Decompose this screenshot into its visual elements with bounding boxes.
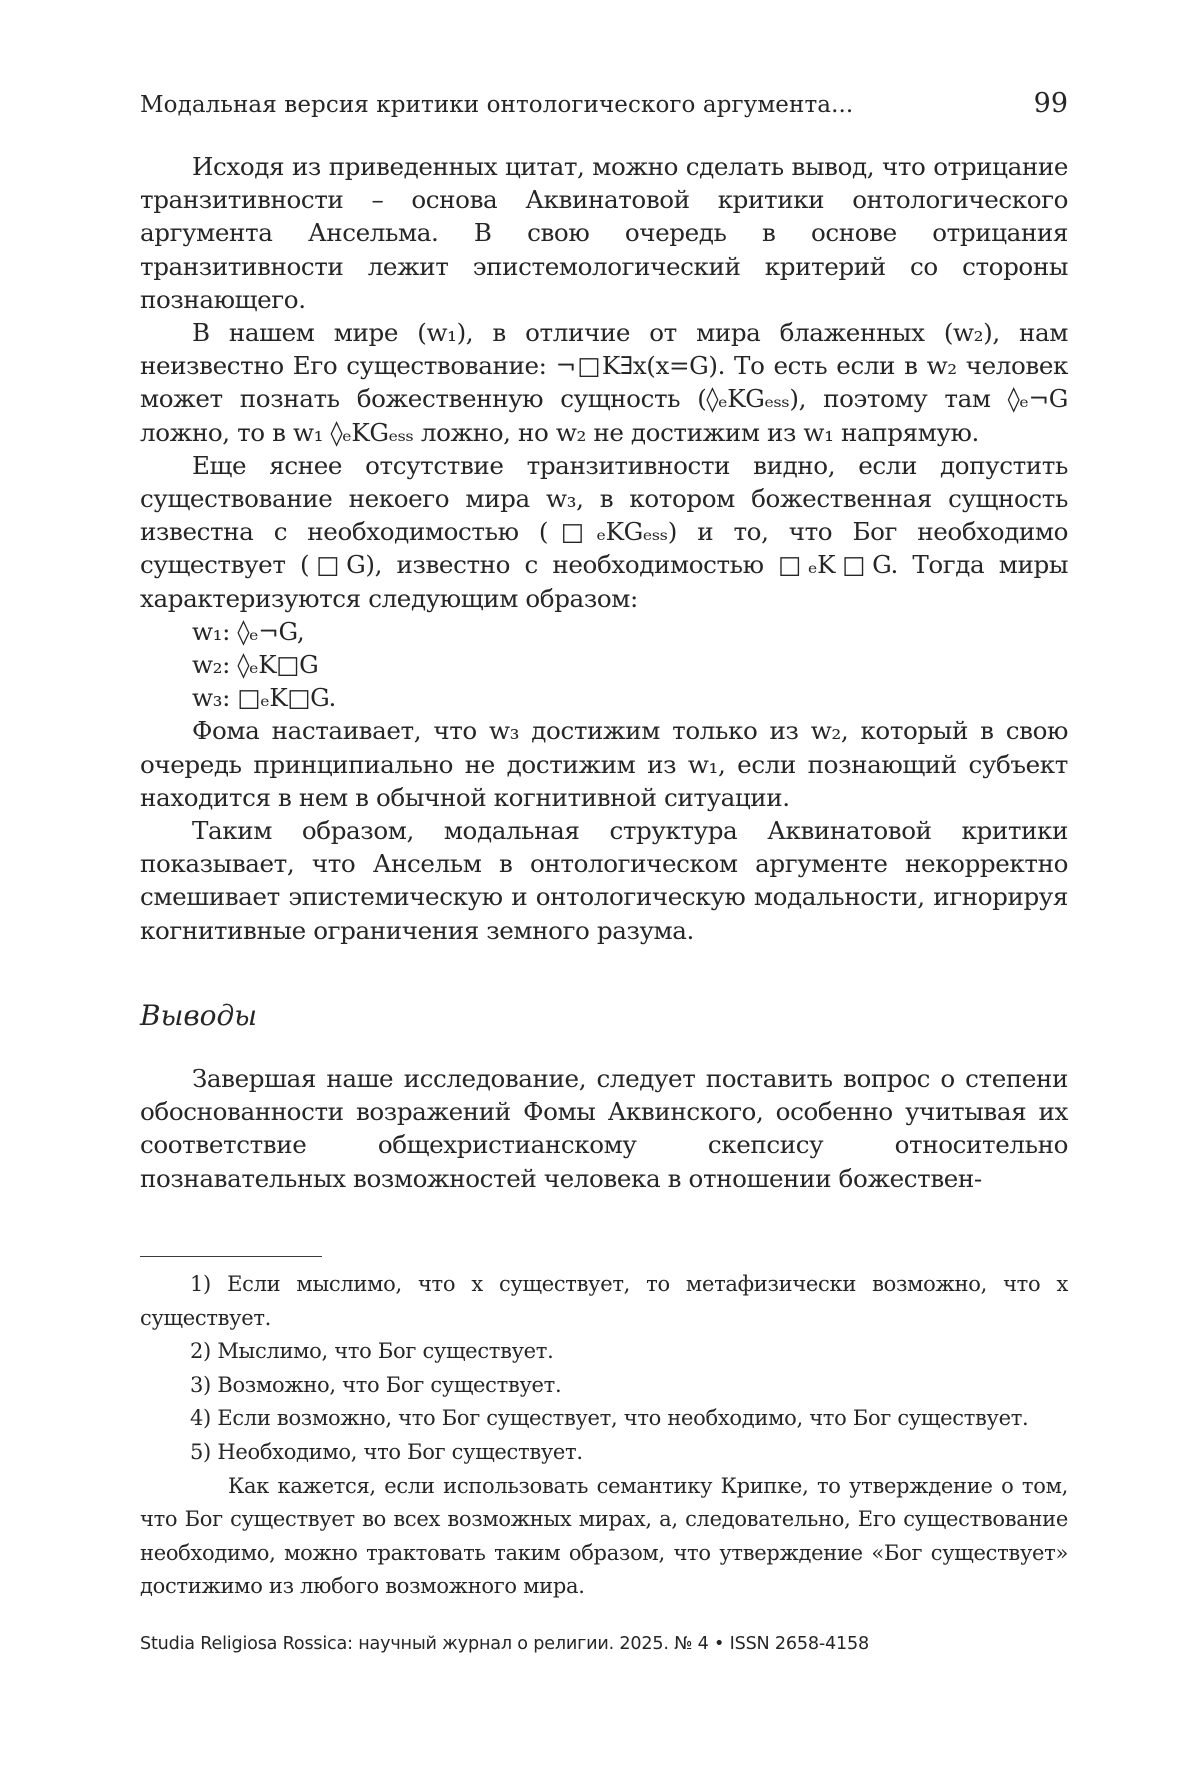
formula-line: w₂: ◊ₑK□G (192, 650, 319, 680)
paragraph: Еще яснее отсутствие транзитивности видно, если допустить существование некоего мира w₃, в котором божественная сущность известна с необходимостью (□ₑKGₑₛₛ) и то, что Бог необходимо существует (□G), известно с необходимостью □ₑK□G. Тогда миры характеризуются следующим образом: (140, 450, 1068, 613)
running-title: Модальная версия критики онтологического аргумента... (140, 92, 854, 118)
paragraph: В нашем мире (w₁), в отличие от мира блаженных (w₂), нам неизвестно Его существование: ¬□K∃x(x=G). То есть если в w₂ человек может познать божественную сущность (◊ₑKGₑₛₛ), поэтому там ◊ₑ¬G ложно, то в w₁ ◊ₑKGₑₛₛ ложно, но w₂ не достижим из w₁ напрямую. (140, 318, 1068, 447)
footnotes (140, 1268, 1068, 1604)
paragraph: Исходя из приведенных цитат, можно сделать вывод, что отрицание транзитивности – основа Аквинатовой критики онтологического аргумента Ансельма. В свою очередь в основе отрицания транзитивности лежит эпистемологический критерий со стороны познающего. (140, 152, 1068, 314)
section-heading: Выводы (140, 998, 258, 1032)
formula-line: w₃: □ₑK□G. (192, 683, 336, 713)
page-number: 99 (1033, 88, 1068, 119)
journal-footer: Studia Religiosa Rossica: научный журнал о религии. 2025. № 4 • ISSN 2658-4158 (140, 1634, 870, 1654)
page-header (140, 88, 1068, 124)
footnote-item: 2) Мыслимо, что Бог существует. (190, 1339, 554, 1364)
footnote-item: 4) Если возможно, что Бог существует, что необходимо, что Бог существует. (190, 1406, 1029, 1431)
footnote-item: 5) Необходимо, что Бог существует. (190, 1439, 583, 1464)
footnote-item: 1) Если мыслимо, что х существует, то метафизически возможно, что х существует. (140, 1272, 1068, 1330)
paragraph: Завершая наше исследование, следует поставить вопрос о степени обоснованности возражений Фомы Аквинского, особенно учитывая их соответствие общехристианскому скепсису относительно познавательных возможностей человека в отношении божествен- (140, 1064, 1068, 1193)
footnote-closing: Как кажется, если использовать семантику Крипке, то утверждение о том, что Бог существует во всех возможных мирах, а, следовательно, Его существование необходимо, можно трактовать таким образом, что утверждение «Бог существует» достижимо из любого возможного мира. (140, 1473, 1068, 1599)
footnote-item: 3) Возможно, что Бог существует. (190, 1372, 562, 1397)
paragraph: Таким образом, модальная структура Аквинатовой критики показывает, что Ансельм в онтологическом аргументе некорректно смешивает эпистемическую и онтологическую модальности, игнорируя когнитивные ограничения земного разума. (140, 816, 1068, 945)
main-text (140, 150, 1068, 1195)
formula-line: w₁: ◊ₑ¬G, (192, 616, 305, 646)
paragraph: Фома настаивает, что w₃ достижим только из w₂, который в свою очередь принципиально не достижим из w₁, если познающий субъект находится в нем в обычной когнитивной ситуации. (140, 716, 1068, 812)
footnote-divider (140, 1256, 322, 1257)
